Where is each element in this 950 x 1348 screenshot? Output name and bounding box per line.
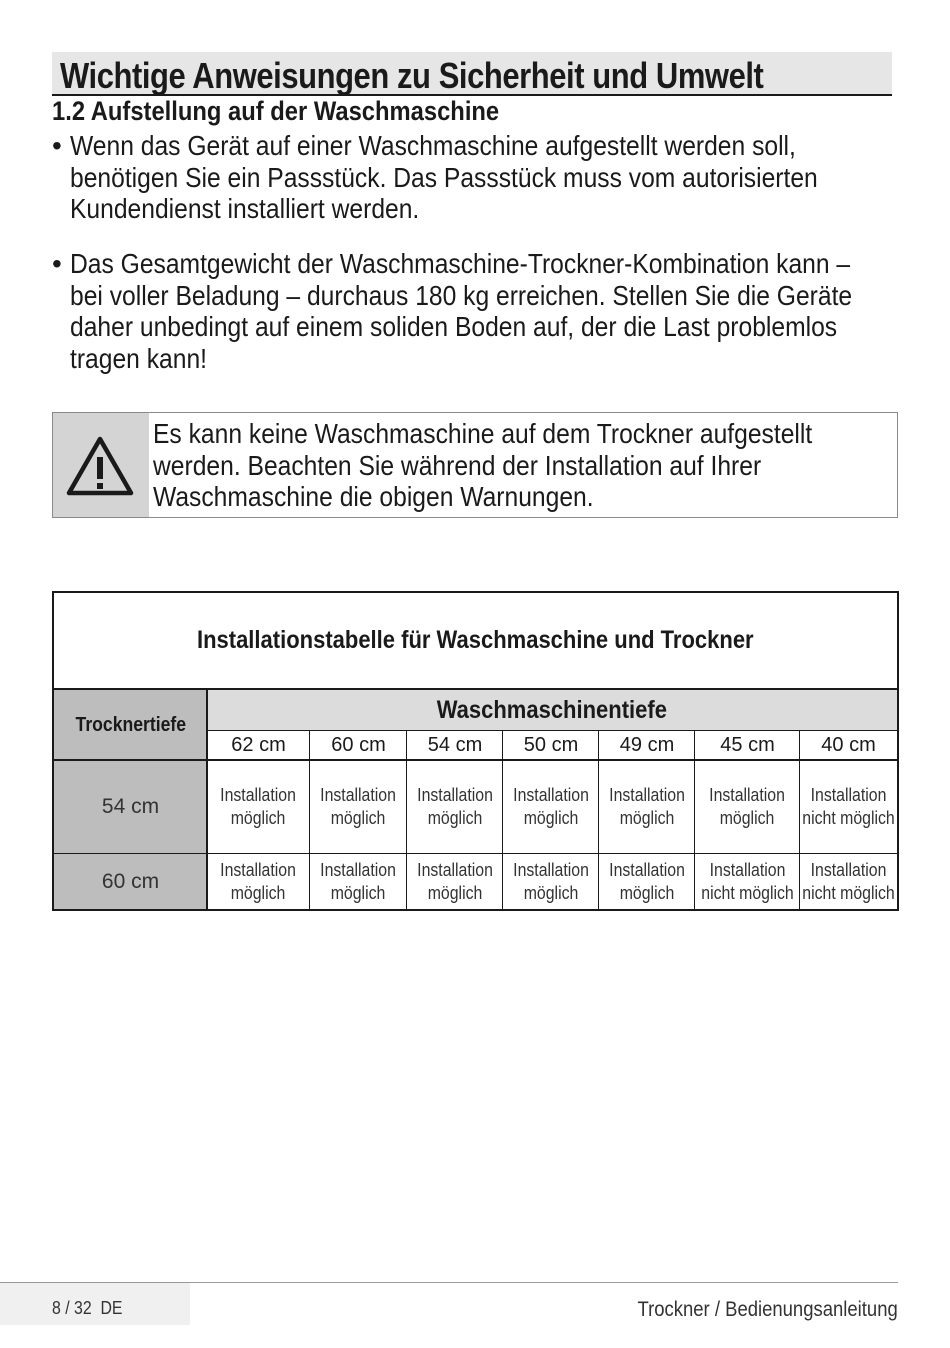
row-label: 54 cm — [54, 760, 207, 854]
warning-triangle-icon — [65, 435, 135, 497]
cell-line: möglich — [231, 808, 286, 828]
cell-line: Installation — [609, 785, 685, 805]
cell-line: möglich — [619, 808, 675, 828]
row-label: 60 cm — [54, 854, 207, 909]
bullet-line: Das Gesamtgewicht der Waschmaschine-Trockner-Kombination kann – — [70, 248, 851, 279]
row-header-label — [54, 690, 207, 760]
cell-line: Installation — [513, 785, 589, 805]
cell-line: möglich — [523, 882, 579, 903]
page-number-text: 8 / 32 — [52, 1298, 92, 1318]
warning-icon-cell — [53, 413, 149, 517]
cell-line: möglich — [231, 882, 286, 903]
cell-line: Installation — [810, 785, 887, 805]
cell-line: Installation — [417, 859, 493, 880]
table-cell — [310, 760, 407, 854]
cell-line: Installation — [513, 859, 589, 880]
cell-line: Installation — [320, 785, 397, 805]
row-header-label-text: Trocknertiefe — [75, 713, 186, 736]
cell-line: nicht möglich — [701, 882, 794, 903]
table-cell — [695, 760, 800, 854]
table-cell — [503, 760, 599, 854]
table-cell — [599, 760, 695, 854]
bullet-line: bei voller Beladung – durchaus 180 kg erreichen. Stellen Sie die Geräte — [70, 279, 853, 311]
column-header: 45 cm — [695, 731, 800, 760]
cell-line: Installation — [320, 859, 397, 880]
column-header: 40 cm — [800, 731, 897, 760]
column-group-label-text: Waschmaschinentiefe — [436, 696, 668, 724]
page-number — [52, 1298, 122, 1319]
cell-line: Installation — [417, 785, 493, 805]
table-rule — [502, 731, 503, 909]
column-header: 54 cm — [407, 731, 503, 760]
cell-line: möglich — [619, 882, 675, 903]
warning-line: Es kann keine Waschmaschine auf dem Trockner aufgestellt — [153, 418, 813, 449]
bullet-line: Kundendienst installiert werden. — [70, 193, 420, 224]
bullet-text — [70, 130, 844, 225]
cell-line: Installation — [709, 785, 786, 805]
table-rule — [406, 731, 407, 909]
table-cell — [800, 854, 897, 909]
column-header: 62 cm — [207, 731, 310, 760]
column-header: 50 cm — [503, 731, 599, 760]
table-cell — [800, 760, 897, 854]
table-cell — [207, 760, 310, 854]
table-cell — [207, 854, 310, 909]
bullet-text — [70, 248, 853, 374]
table-rule — [309, 731, 310, 909]
installation-table — [52, 591, 899, 911]
cell-line: Installation — [220, 859, 297, 880]
cell-line: Installation — [810, 859, 887, 880]
column-header: 60 cm — [310, 731, 407, 760]
table-cell — [599, 854, 695, 909]
table-title-text: Installationstabelle für Waschmaschine und Trockner — [197, 626, 754, 654]
cell-line: nicht möglich — [802, 808, 895, 828]
warning-line: werden. Beachten Sie während der Installation auf Ihrer — [153, 449, 762, 481]
bullet-dot: • — [52, 248, 62, 279]
column-group-label — [207, 690, 897, 731]
document-title: Trockner / Bedienungsanleitung — [637, 1298, 898, 1321]
cell-line: möglich — [720, 808, 775, 828]
bullet-line: Wenn das Gerät auf einer Waschmaschine aufgestellt werden soll, — [70, 130, 796, 161]
warning-text — [153, 418, 875, 513]
table-cell — [407, 854, 503, 909]
table-rule — [598, 731, 599, 909]
cell-line: möglich — [523, 808, 579, 828]
warning-box — [52, 412, 898, 518]
bullet-dot: • — [52, 130, 62, 161]
bullet-line: daher unbedingt auf einem soliden Boden auf, der die Last problemlos — [70, 311, 838, 342]
table-rule — [54, 759, 897, 761]
cell-line: möglich — [427, 808, 483, 828]
bullet-line: tragen kann! — [70, 342, 207, 374]
cell-line: Installation — [709, 859, 786, 880]
table-title — [54, 593, 897, 690]
table-cell — [310, 854, 407, 909]
subsection-title: 1.2 Aufstellung auf der Waschmaschine — [52, 96, 500, 126]
column-header: 49 cm — [599, 731, 695, 760]
language-code: DE — [100, 1298, 123, 1318]
table-cell — [695, 854, 800, 909]
cell-line: möglich — [427, 882, 483, 903]
warning-line: Waschmaschine die obigen Warnungen. — [153, 481, 594, 512]
cell-line: möglich — [331, 882, 386, 903]
bullet-line: benötigen Sie ein Passstück. Das Passstück muss vom autorisierten — [70, 161, 818, 193]
table-rule — [206, 688, 208, 909]
table-cell — [503, 854, 599, 909]
cell-line: möglich — [331, 808, 386, 828]
cell-line: Installation — [220, 785, 297, 805]
table-cell — [407, 760, 503, 854]
cell-line: Installation — [609, 859, 685, 880]
section-header — [52, 52, 892, 96]
section-title: Wichtige Anweisungen zu Sicherheit und Umwelt — [60, 55, 764, 96]
table-rule — [799, 731, 800, 909]
table-rule — [207, 730, 897, 731]
table-rule — [694, 731, 695, 909]
table-rule — [54, 853, 897, 854]
cell-line: nicht möglich — [802, 882, 895, 903]
